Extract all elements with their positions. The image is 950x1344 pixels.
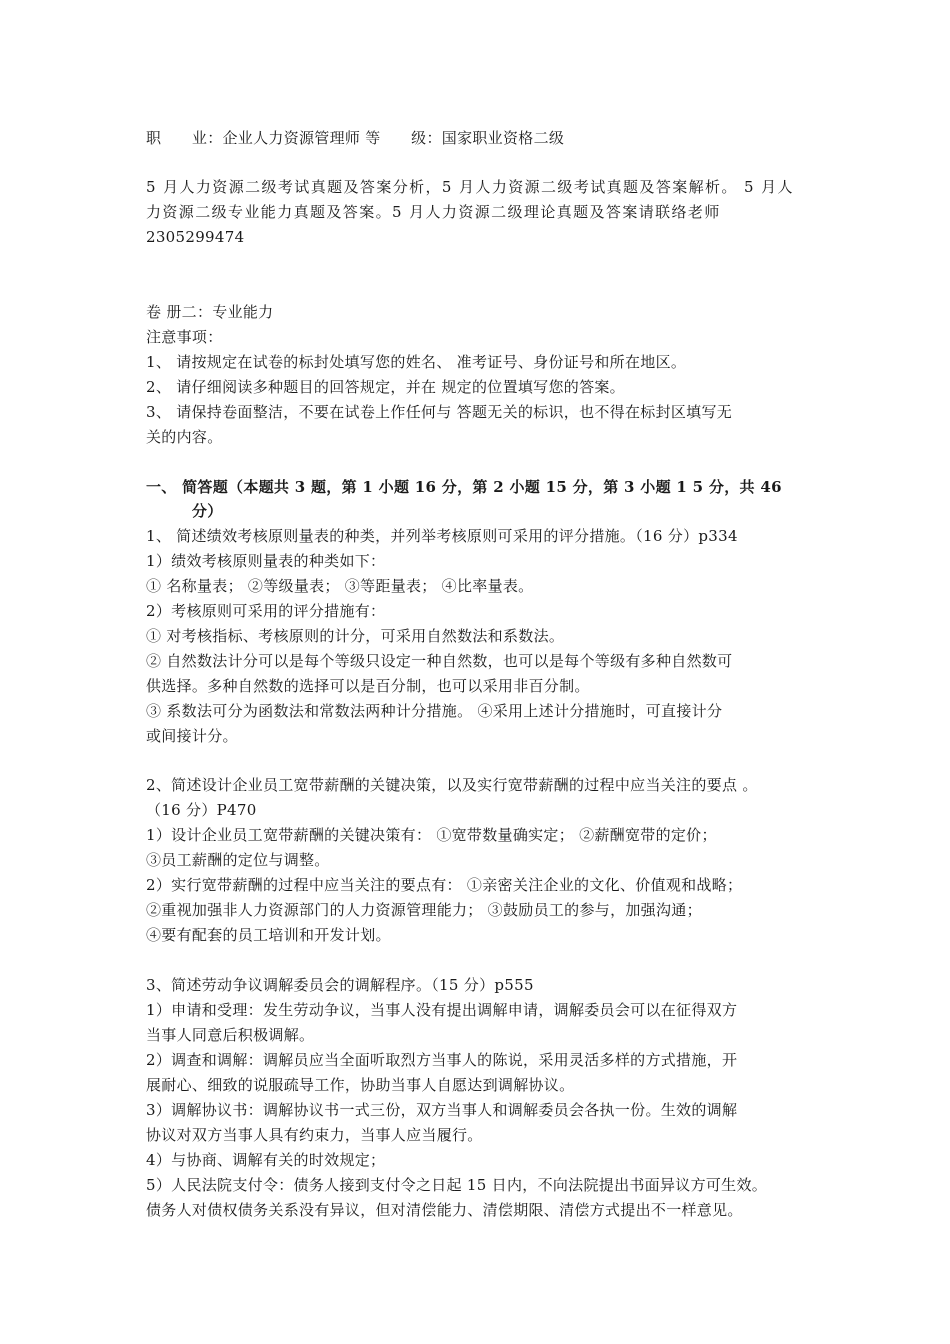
q1-line: 供选择。多种自然数的选择可以是百分制，也可以采用非百分制。	[146, 677, 590, 695]
q3-line: 2）调查和调解：调解员应当全面听取烈方当事人的陈说，采用灵活多样的方式措施，开	[146, 1051, 738, 1069]
q2-line: ④要有配套的员工培训和开发计划。	[146, 926, 391, 944]
q3-line: 当事人同意后积极调解。	[146, 1026, 315, 1044]
q2-line: ③员工薪酬的定位与调整。	[146, 851, 330, 869]
intro-line-3: 2305299474	[146, 228, 245, 246]
volume-title: 卷 册二：专业能力	[146, 303, 274, 321]
q1-line: 或间接计分。	[146, 727, 238, 745]
notice-item-3: 3、 请保持卷面整洁，不要在试卷上作任何与 答题无关的标识，也不得在标封区填写无	[146, 403, 733, 421]
q1-line: 1）绩效考核原则量表的种类如下：	[146, 552, 386, 570]
intro-line-1: 5 月人力资源二级考试真题及答案分析，5 月人力资源二级考试真题及答案解析。 5 月人	[146, 178, 794, 196]
q2-line: ②重视加强非人力资源部门的人力资源管理能力； ③鼓励员工的参与，加强沟通；	[146, 901, 702, 919]
notice-item-2: 2、 请仔细阅读多种题目的回答规定，并在 规定的位置填写您的答案。	[146, 378, 625, 396]
q3-line: 3）调解协议书：调解协议书一式三份，双方当事人和调解委员会各执一份。生效的调解	[146, 1101, 738, 1119]
intro-line-2: 力资源二级专业能力真题及答案。5 月人力资源二级理论真题及答案请联络老师	[146, 203, 721, 221]
q1-line: ① 对考核指标、考核原则的计分，可采用自然数法和系数法。	[146, 627, 565, 645]
section-heading-cont: 分）	[146, 502, 223, 520]
q3-line: 5）人民法院支付令：债务人接到支付令之日起 15 日内，不向法院提出书面异议方可生效。	[146, 1176, 768, 1194]
q2-line: 2）实行宽带薪酬的过程中应当关注的要点有： ①亲密关注企业的文化、价值观和战略；	[146, 876, 743, 894]
notice-title: 注意事项：	[146, 328, 223, 346]
q1-line: ③ 系数法可分为函数法和常数法两种计分措施。 ④采用上述计分措施时，可直接计分	[146, 702, 723, 720]
notice-item-3-cont: 关的内容。	[146, 428, 223, 446]
section-heading: 一、 简答题（本题共 3 题，第 1 小题 16 分，第 2 小题 15 分，第 3 小题 1 5 分，共 46	[146, 478, 782, 496]
q1-line: 1、 简述绩效考核原则量表的种类，并列举考核原则可采用的评分措施。（16 分）p334	[146, 527, 738, 545]
q1-line: ② 自然数法计分可以是每个等级只设定一种自然数，也可以是每个等级有多种自然数可	[146, 652, 733, 670]
q3-line: 债务人对债权债务关系没有异议，但对清偿能力、清偿期限、清偿方式提出不一样意见。	[146, 1201, 743, 1219]
q3-line: 3、简述劳动争议调解委员会的调解程序。（15 分）p555	[146, 976, 534, 994]
notice-item-1: 1、 请按规定在试卷的标封处填写您的姓名、 准考证号、身份证号和所在地区。	[146, 353, 687, 371]
q1-line: ① 名称量表； ②等级量表； ③等距量表； ④比率量表。	[146, 577, 534, 595]
q3-line: 4）与协商、调解有关的时效规定；	[146, 1151, 386, 1169]
q2-line: 1）设计企业员工宽带薪酬的关键决策有： ①宽带数量确实定； ②薪酬宽带的定价；	[146, 826, 717, 844]
q2-line: （16 分）P470	[146, 801, 257, 819]
q3-line: 1）申请和受理：发生劳动争议，当事人没有提出调解申请，调解委员会可以在征得双方	[146, 1001, 738, 1019]
q1-line: 2）考核原则可采用的评分措施有：	[146, 602, 386, 620]
q3-line: 协议对双方当事人具有约束力，当事人应当履行。	[146, 1126, 483, 1144]
q2-line: 2、简述设计企业员工宽带薪酬的关键决策，以及实行宽带薪酬的过程中应当关注的要点 。	[146, 776, 758, 794]
occupation-header: 职 业：企业人力资源管理师 等 级：国家职业资格二级	[146, 129, 565, 147]
q3-line: 展耐心、细致的说服疏导工作，协助当事人自愿达到调解协议。	[146, 1076, 575, 1094]
